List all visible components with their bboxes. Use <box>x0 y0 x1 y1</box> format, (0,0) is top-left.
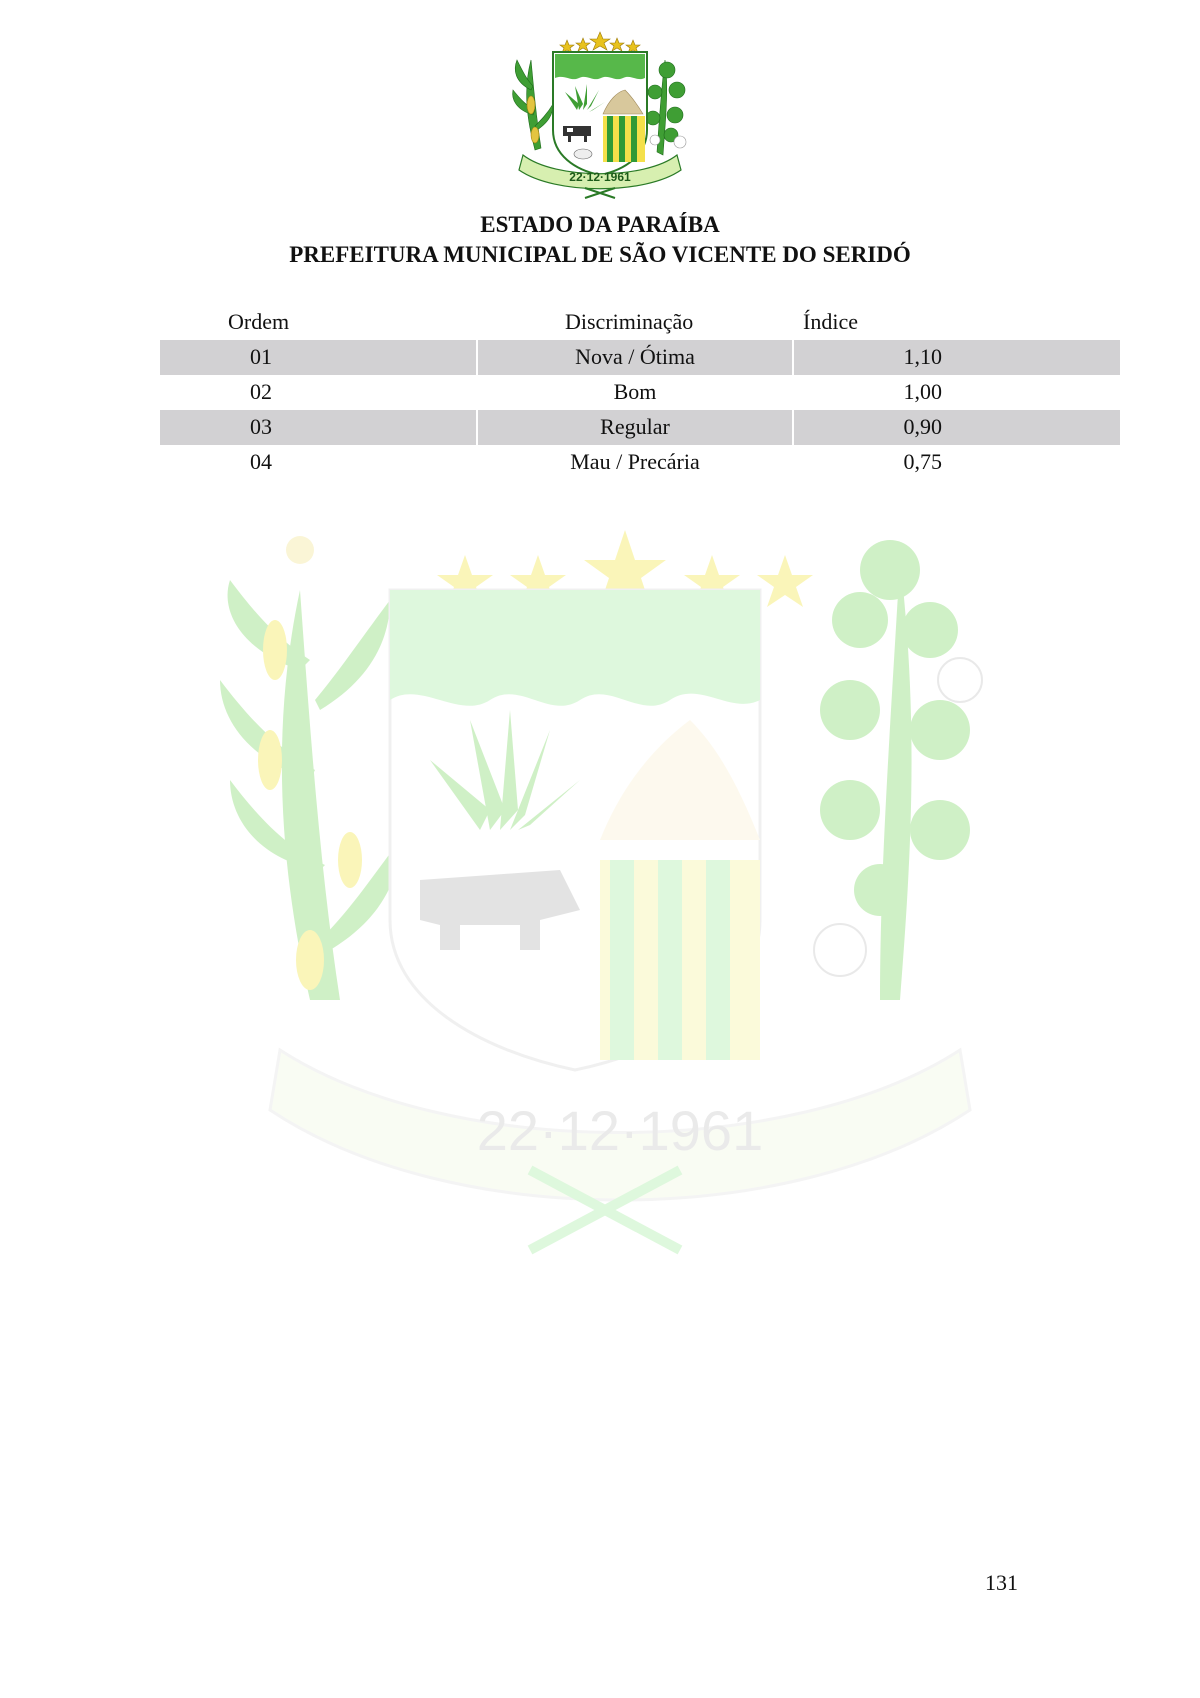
conservation-index-table <box>160 305 1120 480</box>
column-header-discriminacao: Discriminação <box>565 309 694 334</box>
cell-indice: 1,00 <box>903 379 942 404</box>
table-row <box>160 340 1120 375</box>
watermark-emblem <box>200 530 1040 1310</box>
cell-ordem: 02 <box>250 379 272 404</box>
cell-discriminacao: Regular <box>600 414 670 439</box>
cell-discriminacao: Mau / Precária <box>570 449 700 474</box>
cell-indice: 0,75 <box>903 449 942 474</box>
table-header <box>160 305 1120 340</box>
cell-ordem: 01 <box>250 344 272 369</box>
cell-discriminacao: Nova / Ótima <box>575 344 695 369</box>
watermark-coat-of-arms <box>200 530 1040 1310</box>
cell-indice: 0,90 <box>903 414 942 439</box>
state-name: ESTADO DA PARAÍBA <box>480 212 720 237</box>
column-header-indice: Índice <box>803 309 858 334</box>
page-number: 131 <box>985 1570 1018 1595</box>
emblem-date: 22·12·1961 <box>569 170 631 184</box>
table-row <box>160 375 1120 410</box>
table-row <box>160 445 1120 480</box>
watermark-date: 22·12·1961 <box>476 1099 764 1162</box>
cell-discriminacao: Bom <box>613 379 657 404</box>
municipal-coat-of-arms <box>505 30 695 200</box>
cell-indice: 1,10 <box>903 344 942 369</box>
column-header-ordem: Ordem <box>228 309 290 334</box>
municipality-name: PREFEITURA MUNICIPAL DE SÃO VICENTE DO SERIDÓ <box>289 242 911 267</box>
cell-ordem: 04 <box>250 449 272 474</box>
coat-of-arms-emblem <box>505 30 695 200</box>
table-row <box>160 410 1120 445</box>
cell-ordem: 03 <box>250 414 272 439</box>
